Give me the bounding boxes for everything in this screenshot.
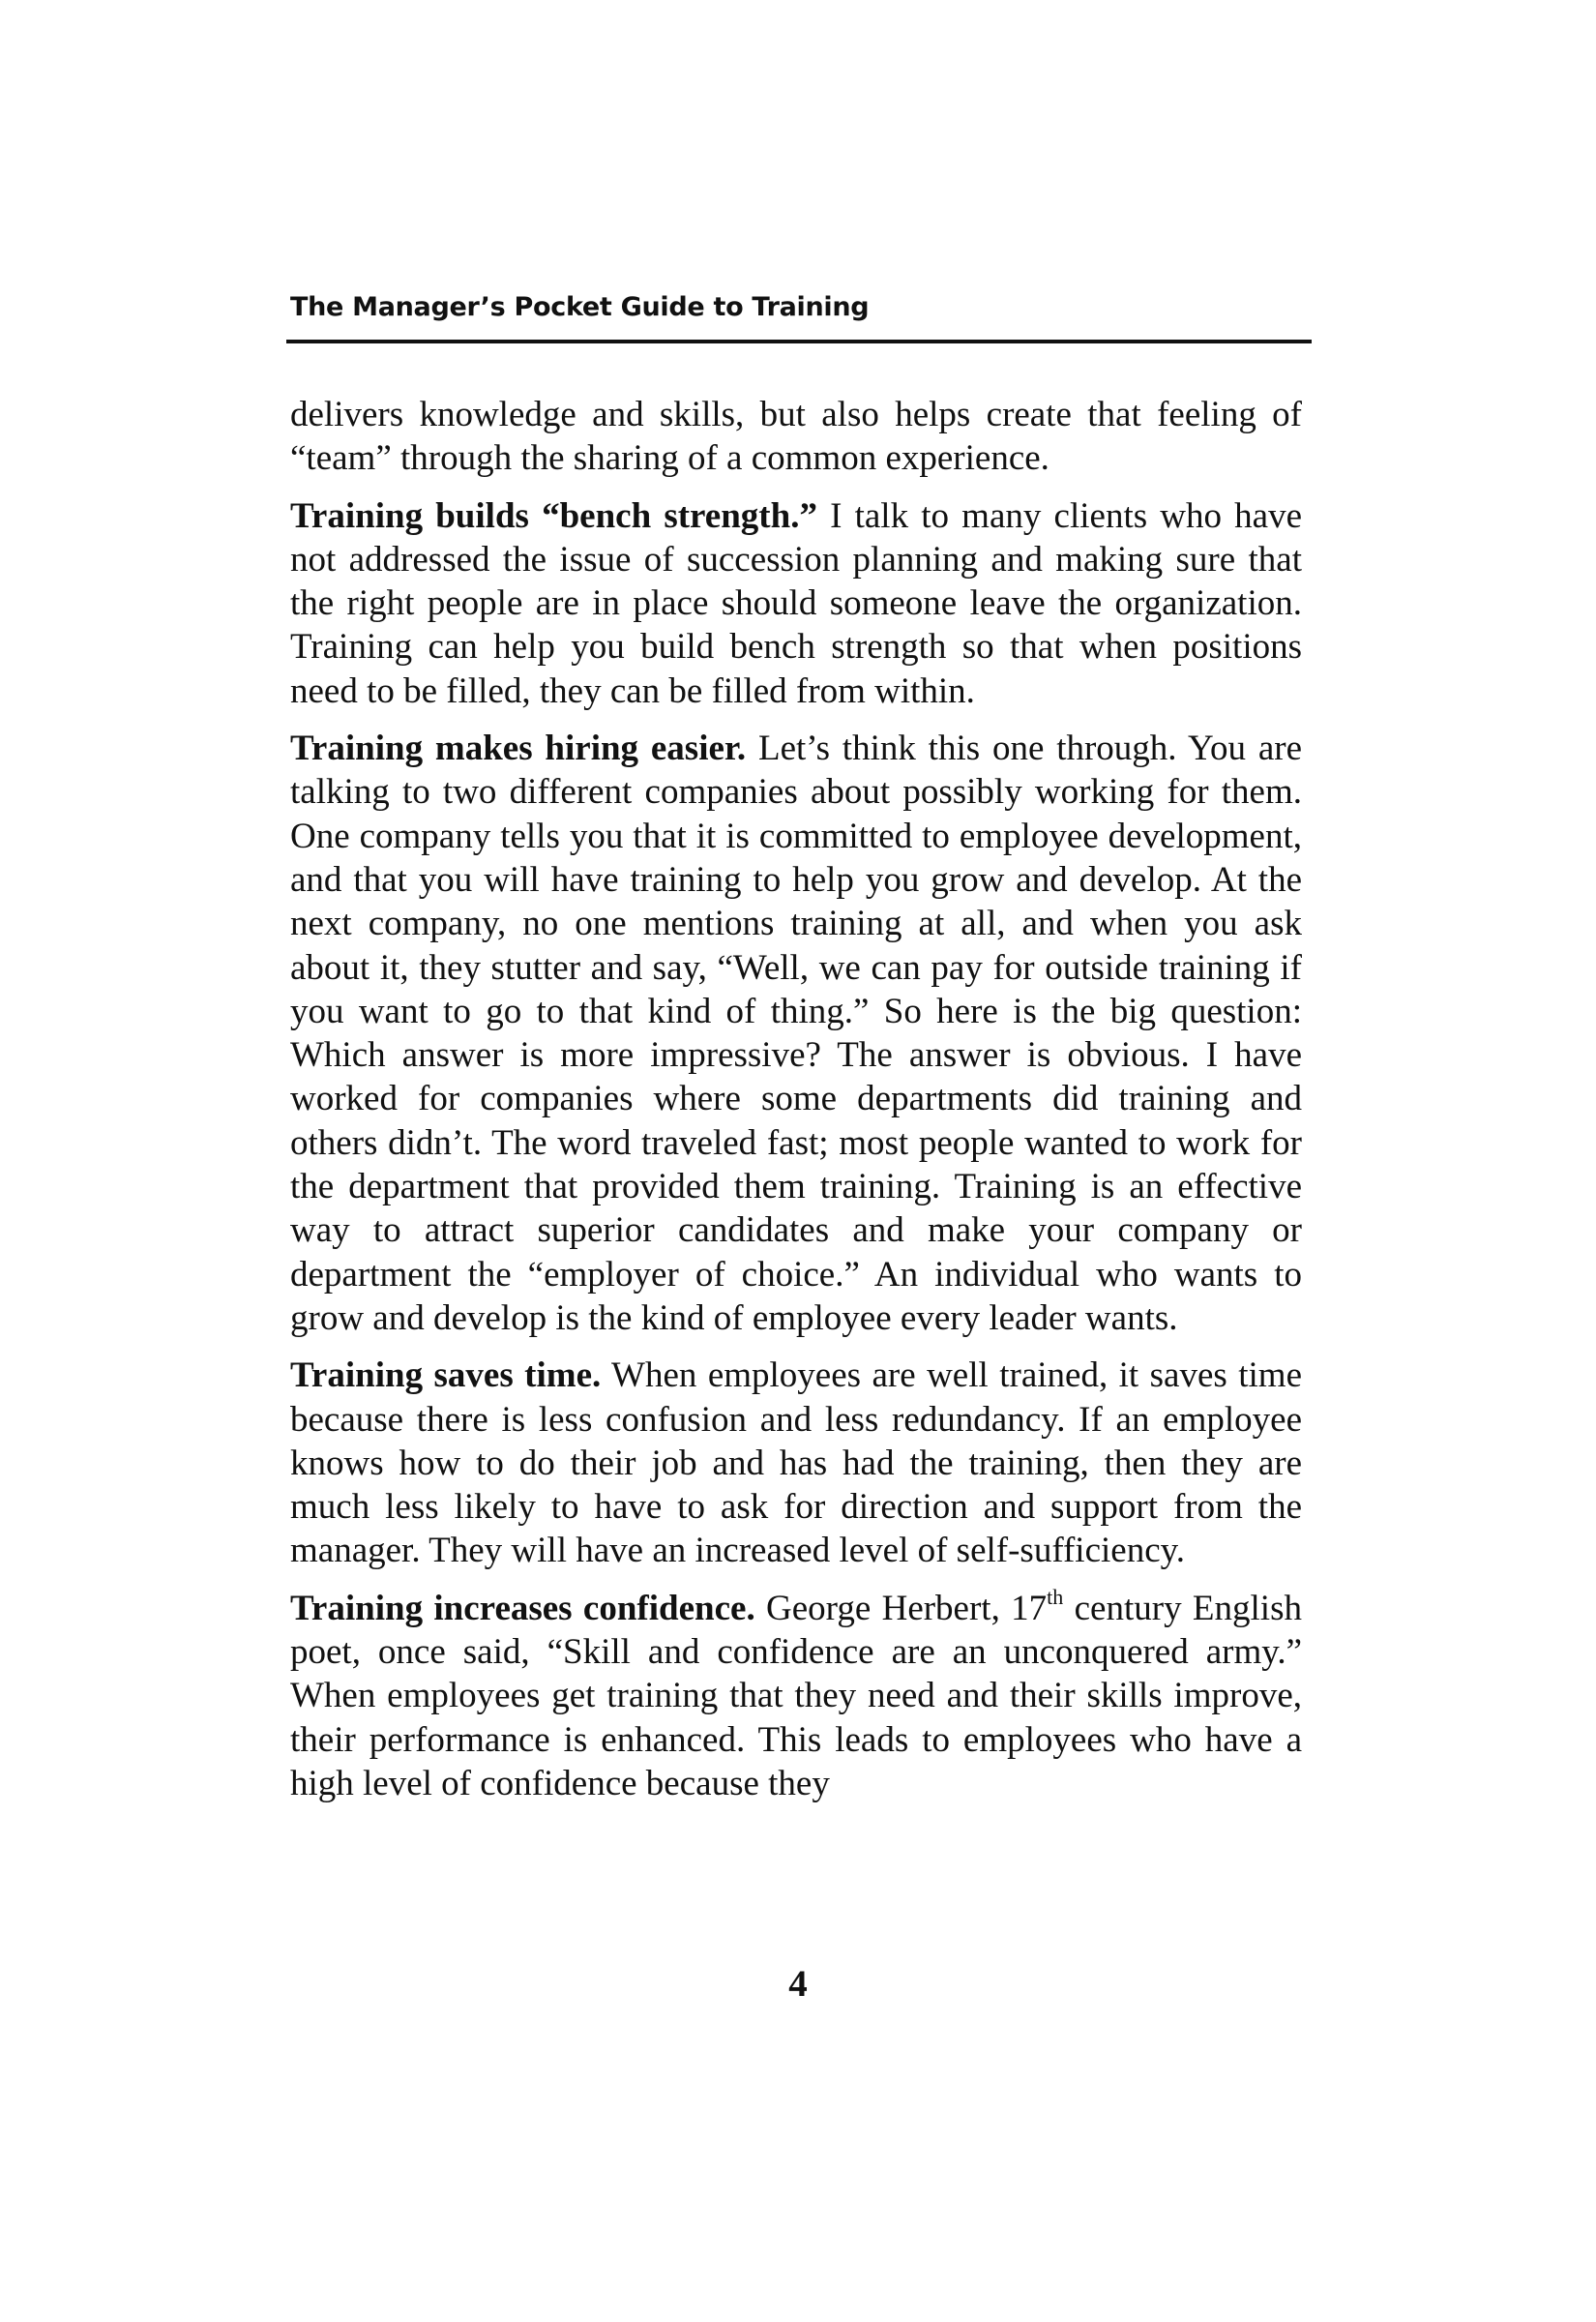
paragraph-saves-time	[290, 1354, 1302, 1572]
paragraph-lead: Training makes hiring easier.	[290, 729, 747, 769]
paragraph-text: delivers knowledge and skills, but also helps create that feeling of “team” through the sharing of a common experience.	[290, 395, 1302, 479]
paragraph-text-after: century English poet, once said, “Skill and confidence are an unconquered army.” When employees get training that they need and their skills improve, their performance is enhanced. This leads to employees who have a high level of confidence because they	[290, 1588, 1302, 1803]
paragraph-bench-strength	[290, 494, 1302, 713]
paragraph-text-before: George Herbert, 17	[754, 1588, 1048, 1628]
header-rule	[286, 340, 1312, 343]
ordinal-superscript: th	[1047, 1584, 1064, 1609]
paragraph-text: When employees are well trained, it saves time because there is less confusion and less redundancy. If an employee knows how to do their job and has had the training, then they are much less likely to have to ask for direction and support from the manager. They will have an increased level of self-sufficiency.	[290, 1355, 1302, 1571]
paragraph-continuation	[290, 393, 1302, 481]
paragraph-text: I talk to many clients who have not addressed the issue of succession planning and making sure that the right people are in place should someone leave the organization. Training can help you build bench strength so that when positions need to be filled, they can be filled from within.	[290, 495, 1303, 711]
page-number: 4	[788, 1963, 808, 2005]
paragraph-lead: Training increases confidence.	[290, 1588, 755, 1628]
paragraph-lead: Training builds “bench strength.”	[290, 495, 817, 536]
paragraph-text: Let’s think this one through. You are talking to two different companies about possibly working for them. One company tells you that it is committed to employee development, and that you will have training to help you grow and develop. At the next company, no one mentions training at all, and when you ask about it, they stutter and say, “Well, we can pay for outside training if you want to go to that kind of thing.” So here is the big question: Which answer is more impressive? The answer is obvious. I have worked for companies where some departments did training and others didn’t. The word traveled fast; most people wanted to work for the department that provided them training. Training is an effective way to attract superior candidates and make your company or department the “employer of choice.” An individual who wants to grow and develop is the kind of employee every leader wants.	[290, 729, 1302, 1338]
paragraph-hiring-easier	[290, 727, 1302, 1340]
paragraph-increases-confidence	[290, 1584, 1302, 1805]
body-text	[290, 393, 1302, 1819]
running-header-title: The Manager’s Pocket Guide to Training	[290, 292, 870, 322]
paragraph-lead: Training saves time.	[290, 1355, 602, 1396]
